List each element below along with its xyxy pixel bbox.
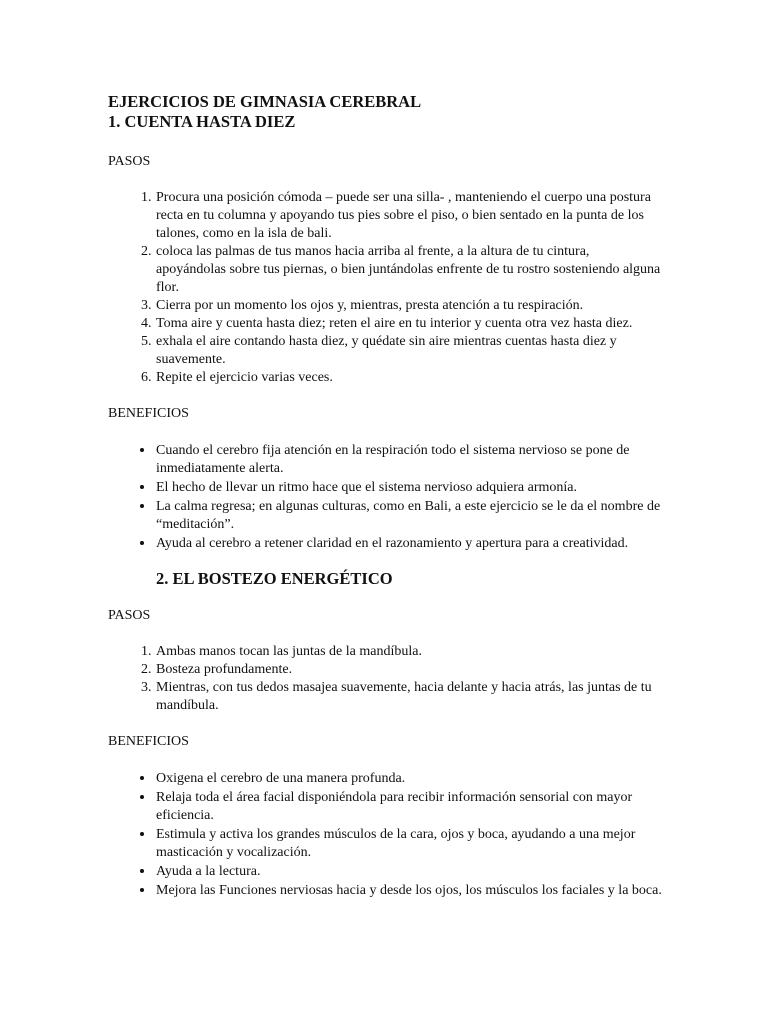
list-item: • Cuando el cerebro fija atención en la respiración todo el sistema nervioso se pone de inmediatamente alerta. [155, 441, 662, 478]
list-item: 4. Toma aire y cuenta hasta diez; reten el aire en tu interior y cuenta otra vez hasta diez. [155, 315, 662, 333]
list-item: • Oxigena el cerebro de una manera profunda. [155, 769, 662, 788]
list-item: • Mejora las Funciones nerviosas hacia y desde los ojos, los músculos los faciales y la boca. [155, 881, 662, 900]
section-2-pasos-label: PASOS [108, 608, 151, 623]
list-item: 1. Procura una posición cómoda – puede ser una silla- , manteniendo el cuerpo una postura recta en tu columna y apoyando tus pies sobre el piso, o bien sentado en la punta de los talones, como en la isla de bali. [155, 189, 662, 243]
list-item: 1. Ambas manos tocan las juntas de la mandíbula. [155, 643, 662, 661]
section-1-pasos-list [108, 189, 662, 387]
list-item: • Ayuda a la lectura. [155, 862, 662, 881]
list-item: • Ayuda al cerebro a retener claridad en el razonamiento y apertura para a creatividad. [155, 534, 662, 553]
section-2-pasos-list [108, 643, 662, 715]
section-1-beneficios-label: BENEFICIOS [108, 406, 189, 421]
list-item: 2. Bosteza profundamente. [155, 661, 662, 679]
list-item: • El hecho de llevar un ritmo hace que el sistema nervioso adquiera armonía. [155, 478, 662, 497]
document-title: EJERCICIOS DE GIMNASIA CEREBRAL [108, 92, 422, 111]
section-1-beneficios-list [108, 441, 662, 553]
section-2-beneficios-label: BENEFICIOS [108, 734, 189, 749]
list-item: 3. Cierra por un momento los ojos y, mientras, presta atención a tu respiración. [155, 297, 662, 315]
list-item: • La calma regresa; en algunas culturas, como en Bali, a este ejercicio se le da el nombre de “meditación”. [155, 497, 662, 534]
section-1-pasos-label: PASOS [108, 154, 151, 169]
list-item: 5. exhala el aire contando hasta diez, y quédate sin aire mientras cuentas hasta diez y suavemente. [155, 333, 662, 369]
list-item: 3. Mientras, con tus dedos masajea suavemente, hacia delante y hacia atrás, las juntas de tu mandíbula. [155, 679, 662, 715]
list-item: 6. Repite el ejercicio varias veces. [155, 369, 662, 387]
list-item: • Estimula y activa los grandes músculos de la cara, ojos y boca, ayudando a una mejor masticación y vocalización. [155, 825, 662, 862]
section-2-heading: 2. EL BOSTEZO ENERGÉTICO [156, 569, 393, 588]
section-2-beneficios-list [108, 769, 662, 900]
list-item: 2. coloca las palmas de tus manos hacia arriba al frente, a la altura de tu cintura, apoyándolas sobre tus piernas, o bien juntándolas enfrente de tu rostro sosteniendo alguna flor. [155, 243, 662, 297]
section-1-heading: 1. CUENTA HASTA DIEZ [108, 112, 296, 131]
list-item: • Relaja toda el área facial disponiéndola para recibir información sensorial con mayor eficiencia. [155, 788, 662, 825]
